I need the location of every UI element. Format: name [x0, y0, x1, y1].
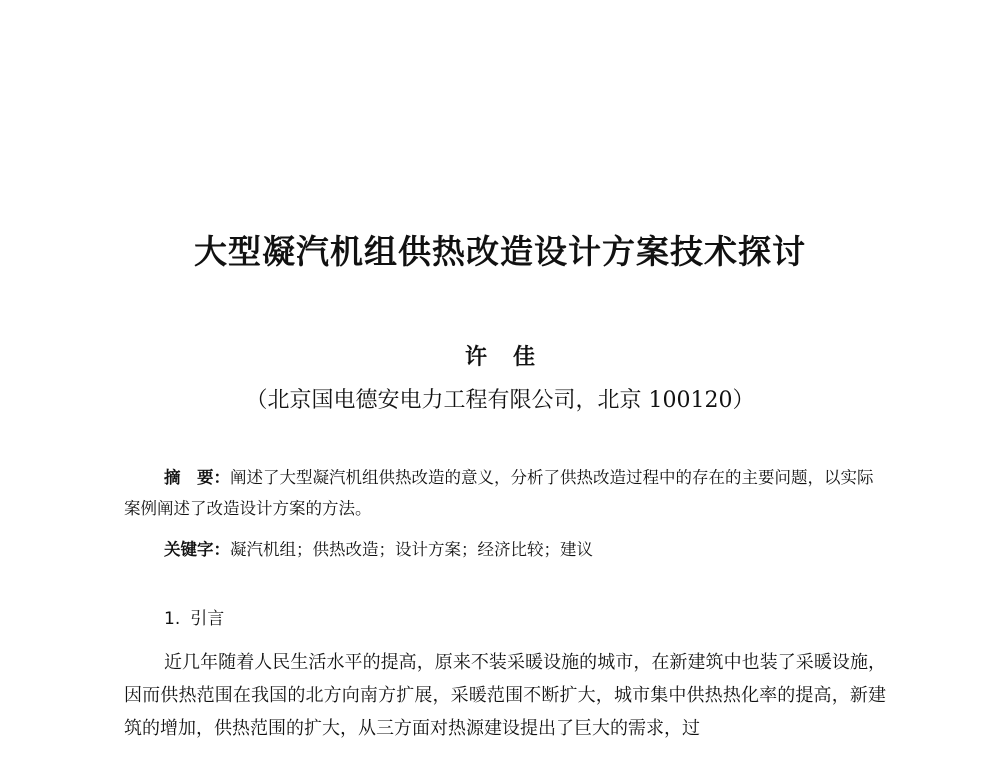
abstract-text: 阐述了大型凝汽机组供热改造的意义，分析了供热改造过程中的存在的主要问题，以实际案例阐述了改造设计方案的方法。	[124, 468, 874, 518]
abstract	[124, 462, 886, 524]
author-affiliation: （北京国电德安电力工程有限公司，北京 100120）	[245, 388, 755, 413]
section-number: 1.	[164, 609, 181, 629]
paper-title: 大型凝汽机组供热改造设计方案技术探讨	[194, 232, 806, 271]
section-title: 引言	[190, 609, 225, 629]
keywords-text: 凝汽机组；供热改造；设计方案；经济比较；建议	[230, 540, 593, 559]
author-name: 许佳	[464, 344, 561, 370]
keywords	[124, 534, 886, 565]
abstract-separator: ：	[213, 468, 230, 487]
abstract-label: 摘 要	[164, 468, 214, 487]
body-paragraph: 近几年随着人民生活水平的提高，原来不装采暖设施的城市，在新建筑中也装了采暖设施，因而供热范围在我国的北方向南方扩展，采暖范围不断扩大，城市集中供热热化率的提高，新建筑的增加，供热范围的扩大，从三方面对热源建设提出了巨大的需求，过	[124, 652, 886, 739]
section-heading	[164, 604, 224, 634]
keywords-separator: ：	[213, 540, 230, 559]
keywords-label: 关键字	[164, 540, 214, 559]
